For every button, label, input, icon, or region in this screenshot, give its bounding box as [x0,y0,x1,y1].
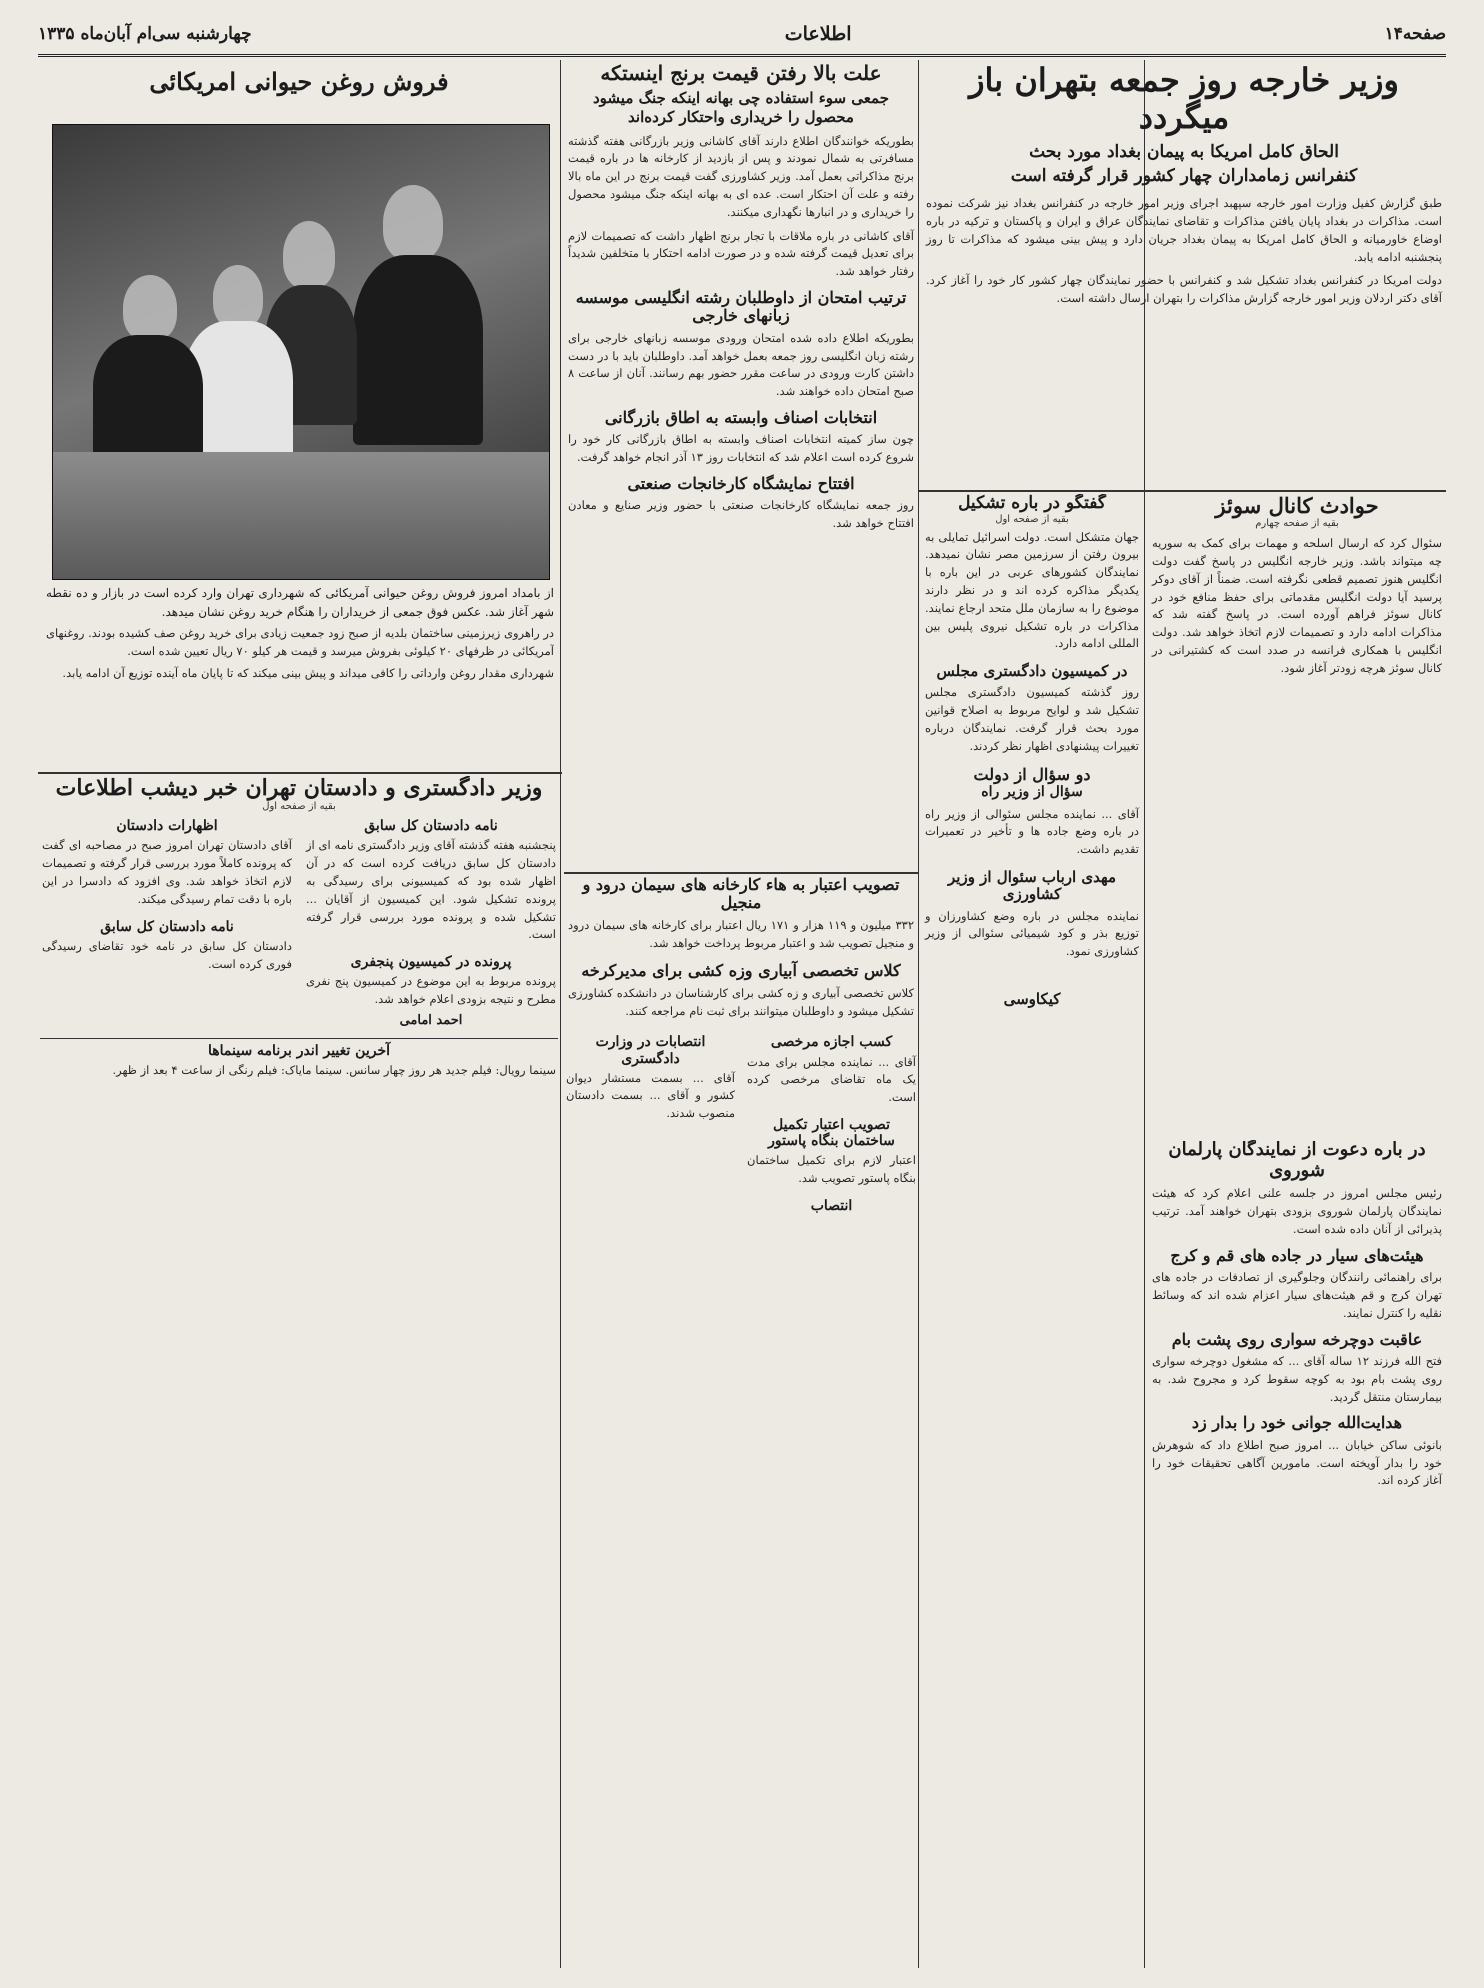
photo-counter [53,452,549,579]
article-text: فتح الله فرزند ۱۲ ساله آقای ... که مشغول دوچرخه سواری روی پشت بام بود به کوچه سقوط کرد و مجروح شد. به بیمارستان منتقل گردید. [1152,1354,1442,1404]
article-text: سینما رویال: فیلم جدید هر روز چهار سانس. سینما مایاک: فیلم رنگی از ساعت ۴ بعد از ظهر. [112,1063,556,1078]
article-text: در راهروی زیرزمینی ساختمان بلدیه از صبح زود جمعیت زیادی برای خرید روغن صف کشیده بودند. روغنهای آمریکائی در ظرفهای ۲۰ کیلوئی بفروش میرسد و قیمت هر کیلو ۷۰ ریال تعیین شده است. [46,626,554,658]
subheadline: کنفرانس زمامداران چهار کشور قرار گرفته است [1010,165,1358,186]
photo-figure [213,265,263,329]
section-rule [38,772,562,774]
continued-note: بقیه از صفحه اول [262,801,336,813]
article-text: آقای کاشانی در باره ملاقات با تجار برنج اظهار داشت که تصمیمات لازم برای تعدیل قیمت گرفته شده و در صورت ادامه احتکار با متخلفین شدیداً رفتار خواهد شد. [568,228,914,279]
page-number: صفحه۱۴ [1384,24,1446,44]
subheadline: جمعی سوء استفاده چی بهانه اینکه جنگ میشود [592,89,889,107]
article-foreign-minister [922,62,1446,492]
article-text: چون ساز کمیته انتخابات اصناف وابسته به اطاق بازرگانی کار خود را شروع کرده است اعلام شد که انتخابات روز ۱۳ آذر انجام خواهد گرفت. [568,432,914,465]
subcolumn [745,1034,918,1213]
column-rule [918,60,919,1968]
section-title: آخرین تغییر اندر برنامه سینماها [207,1042,390,1059]
news-photo [52,124,550,580]
article-text: ۳۳۲ میلیون و ۱۱۹ هزار و ۱۷۱ ریال اعتبار برای کارخانه های سیمان درود و منجیل تصویب شد و اعتبار مربوط پرداخت خواهد شد. [568,917,914,950]
article-text: روز جمعه نمایشگاه کارخانجات صنعتی با حضور وزیر صنایع و معادن افتتاح خواهد شد. [568,498,914,531]
article-text: آقای ... نماینده مجلس برای مدت یک ماه تقاضای مرخصی کرده است. [747,1054,916,1105]
issue-date: چهارشنبه سی‌ام آبان‌ماه ۱۳۳۵ [38,24,252,44]
section-title: تصویب اعتبار به هاء کارخانه های سیمان درود و منجیل [582,876,900,913]
subcolumn [564,1034,737,1213]
article-text: آقای ... بسمت مستشار دیوان کشور و آقای ... بسمت دادستان منصوب شدند. [566,1070,735,1121]
article-cement [564,876,918,1956]
article-text: کلاس تخصصی آبیاری و زه کشی برای کارشناسان در دانشکده کشاورزی تشکیل میشود و داوطلبان میتوانند برای ثبت نام مراجعه کنند. [568,985,914,1018]
article-butter-title [38,62,560,110]
article-text: آقای ... نماینده مجلس سئوالی از وزیر راه در باره وضع جاده ها و تأخیر در تعمیرات تقدیم داشت. [925,806,1139,857]
section-title: پرونده در کمیسیون پنجفری [350,954,512,971]
paper-name: اطلاعات [784,23,852,45]
section-title: نامه دادستان کل سابق [364,818,498,835]
subheadline: محصول را خریداری واحتکار کرده‌اند [628,107,854,126]
article-text: دولت امریکا در کنفرانس بغداد تشکیل شد و کنفرانس با حضور نمایندگان چهار کشور کار خود را آغاز کرد. آقای دکتر اردلان وزیر امور خارجه گزارش مذاکرات را بتهران ارسال داشته است. [926,273,1442,306]
section-title: ترتیب امتحان از داوطلبان رشته انگلیسی موسسه زبانهای خارجی [575,288,907,326]
masthead-bar [38,14,1446,57]
section-title: انتصابات در وزارت دادگستری [595,1034,706,1067]
photo-figure [283,221,335,289]
section-rule [564,872,918,874]
headline: علت بالا رفتن قیمت برنج اینستکه [600,62,882,85]
section-title: کسب اجازه مرخصی [770,1034,893,1051]
article-text: جهان متشکل است. دولت اسرائیل تمایلی به بیرون رفتن از سرزمین مصر نشان نمیدهد. نمایندگان کشورهای عربی در این باره با یکدیگر مذاکره کرده اند و در نظر دارند موضوع را به سازمان ملل متحد ارجاع نمایند. مذاکرات در باره تشکیل نیروی پلیس بین المللی ادامه دارد. [925,529,1139,651]
article-text: پنجشنبه هفته گذشته آقای وزیر دادگستری نامه ای از دادستان کل سابق دریافت کرده است که در آن اظهار شده بود که کمیسیونی برای رسیدگی به پرونده تشکیل شود. این کمیسیون از آقایان ... تشکیل شده و پرونده مورد بررسی قرار گرفته است. [306,838,556,942]
section-title: حوادث کانال سوئز [1215,494,1379,518]
section-title: کیکاوسی [1003,990,1061,1008]
subheadline: سؤال از وزیر راه [981,784,1083,801]
photo-figure [123,275,177,341]
section-title: مهدی ارباب سئوال از وزیر کشاورزی [948,868,1116,904]
column-rule [560,60,561,1968]
subcolumn [40,818,294,1028]
section-title: گفتگو در باره تشکیل [958,494,1106,513]
continued-note: بقیه از صفحه چهارم [1255,518,1339,530]
article-suez [1148,494,1446,1134]
article-text: برای راهنمائی رانندگان وجلوگیری از تصادفات در جاده های تهران کرج و قم هیئت‌های سیار اعزام شده اند که وسائط نقلیه را کنترل نمایند. [1152,1270,1442,1320]
section-title: انتخابات اصناف وابسته به اطاق بازرگانی [604,408,878,428]
article-text: رئیس مجلس امروز در جلسه علنی اعلام کرد که هیئت نمایندگان پارلمان شوروی بزودی بتهران خواهند آمد. ترتیب پذیرائی از آنان داده شده است. [1152,1186,1442,1236]
article-text: دادستان کل سابق در نامه خود تقاضای رسیدگی فوری کرده است. [42,938,292,971]
photo-figure [383,185,443,261]
continued-note: بقیه از صفحه اول [995,513,1069,525]
section-title: تصویب اعتبار تکمیل ساختمان بنگاه پاستور [768,1116,895,1150]
section-title: نامه دادستان کل سابق [100,918,234,935]
article-justice-minister [40,776,558,1956]
article-soviet-parliament [1148,1140,1446,1910]
section-title: عاقبت دوچرخه سواری روی پشت بام [1171,1329,1423,1349]
article-text: پرونده مربوط به این موضوع در کمیسیون پنج نفری مطرح و نتیجه بزودی اعلام خواهد شد. [306,974,556,1007]
cinema-box [40,1038,558,1080]
section-title: وزیر دادگستری و دادستان تهران خبر دیشب اطلاعات [55,776,543,801]
section-title: دو سؤال از دولت [973,764,1091,784]
photo-figure [353,255,483,445]
section-title: کلاس تخصصی آبیاری وزه کشی برای مدیرکرخه [581,961,901,981]
photo-caption-block [46,584,554,770]
article-text: سئوال کرد که ارسال اسلحه و مهمات برای کمک به سوریه چه میتواند باشد. وزیر خارجه انگلیس در پاسخ گفت دولت انگلیس هنوز تصمیم قطعی نگرفته است. ضمناً از آقای دوکر پرسید آیا دولت انگلیس مقدماتی برای حفظ منافع خود در کانال سوئز فراهم آورده است. در پاسخ گفته شد که مذاکرات ادامه دارد و تصمیمات لازم اتخاذ خواهد شد. دولت انگلیس با همکاری فرانسه در صدد است که کشتیرانی در کانال سوئز هرچه زودتر آغاز شود. [1152,536,1442,675]
section-title: اظهارات دادستان [116,818,218,835]
article-rice-price [564,62,918,868]
article-text: بانوئی ساکن خیابان ... امروز صبح اطلاع داد که شوهرش خود را بدار آویخته است. مامورین آگاهی تحقیقات خود را آغاز کرده اند. [1152,1437,1442,1488]
subcolumn [304,818,558,1028]
subcolumns [564,1034,918,1213]
subcolumns [40,818,558,1028]
section-title: در باره دعوت از نمایندگان پارلمان شوروی [1168,1140,1426,1181]
parliament-news [922,494,1142,1954]
subheadline: الحاق کامل امریکا به پیمان بغداد مورد بحث [1029,141,1339,162]
headline: وزیر خارجه روز جمعه بتهران باز میگردد [969,62,1399,136]
article-text: نماینده مجلس در باره وضع کشاورزان و توزیع بذر و کود شیمیائی سئوالی از وزیر کشاورزی نمود. [925,908,1139,959]
article-text: بطوریکه اطلاع داده شده امتحان ورودی موسسه زبانهای خارجی برای رشته زبان انگلیسی روز جمعه بعمل خواهد آمد. داوطلبان باید با در دست داشتن کارت ورودی در ساعت مقرر حضور بهم رسانند. آنان از ساعت ۸ صبح امتحان داده خواهند شد. [568,330,914,399]
section-title: در کمیسیون دادگستری مجلس [936,662,1128,681]
article-text: بطوریکه خوانندگان اطلاع دارند آقای کاشانی وزیر بازرگانی هفته گذشته مسافرتی به شمال نمودند و پس از بازدید از کارخانه ها در باره قیمت برنج مذاکراتی بعمل آمد. وزیر کشاورزی گفت قیمت برنج در این ماه بالا رفته و علت آن احتکار است. عده ای به بهانه اینکه جنگ میشود محصول را خریداری و در انبارها نگهداری میکنند. [568,133,914,219]
article-text: اعتبار لازم برای تکمیل ساختمان بنگاه پاستور تصویب شد. [747,1153,916,1185]
section-title: هیئت‌های سیار در جاده های قم و کرج [1170,1245,1424,1265]
section-title: هدایت‌الله جوانی خود را بدار زد [1191,1413,1403,1433]
section-title: افتتاح نمایشگاه کارخانجات صنعتی [627,474,855,494]
photo-caption: از بامداد امروز فروش روغن حیوانی آمریکائی که شهرداری تهران وارد کرده است در بازار و ده نقطه شهر آغاز شد. عکس فوق جمعی از خریداران را هنگام خرید روغن نشان میدهد. [46,586,554,619]
author-signature: احمد امامی [399,1012,463,1028]
headline: فروش روغن حیوانی امریکائی [149,67,449,96]
article-text: طبق گزارش کفیل وزارت امور خارجه سپهبد اجرای وزیر امور خارجه در کنفرانس بغداد نیز شرکت نموده است. مذاکرات در بغداد پایان یافتن مذاکرات و تقاضای نمایندگان عراق و ایران و پاکستان و ترکیه در باره اوضاع خاورمیانه و الحاق کامل امریکا به پیمان بغداد جریان دارد و پیش بینی میشود که مذاکرات تا روز پنجشنبه ادامه یابد. [926,196,1442,264]
article-text: آقای دادستان تهران امروز صبح در مصاحبه ای گفت که پرونده کاملاً مورد بررسی قرار گرفته و تصمیمات لازم اتخاذ خواهد شد. وی افزود که دادسرا در این باره با دقت تمام رسیدگی میکند. [42,838,292,906]
photo-figure [93,335,203,465]
article-text: روز گذشته کمیسیون دادگستری مجلس تشکیل شد و لوایح مربوط به اصلاح قوانین مورد بحث قرار گرفت. نمایندگان درباره تغییرات پیشنهادی اظهار نظر کردند. [925,685,1139,753]
article-text: شهرداری مقدار روغن وارداتی را کافی میداند و پیش بینی میکند که تا پایان ماه آینده توزیع آن ادامه یابد. [62,665,554,680]
section-title: انتصاب [810,1197,853,1214]
